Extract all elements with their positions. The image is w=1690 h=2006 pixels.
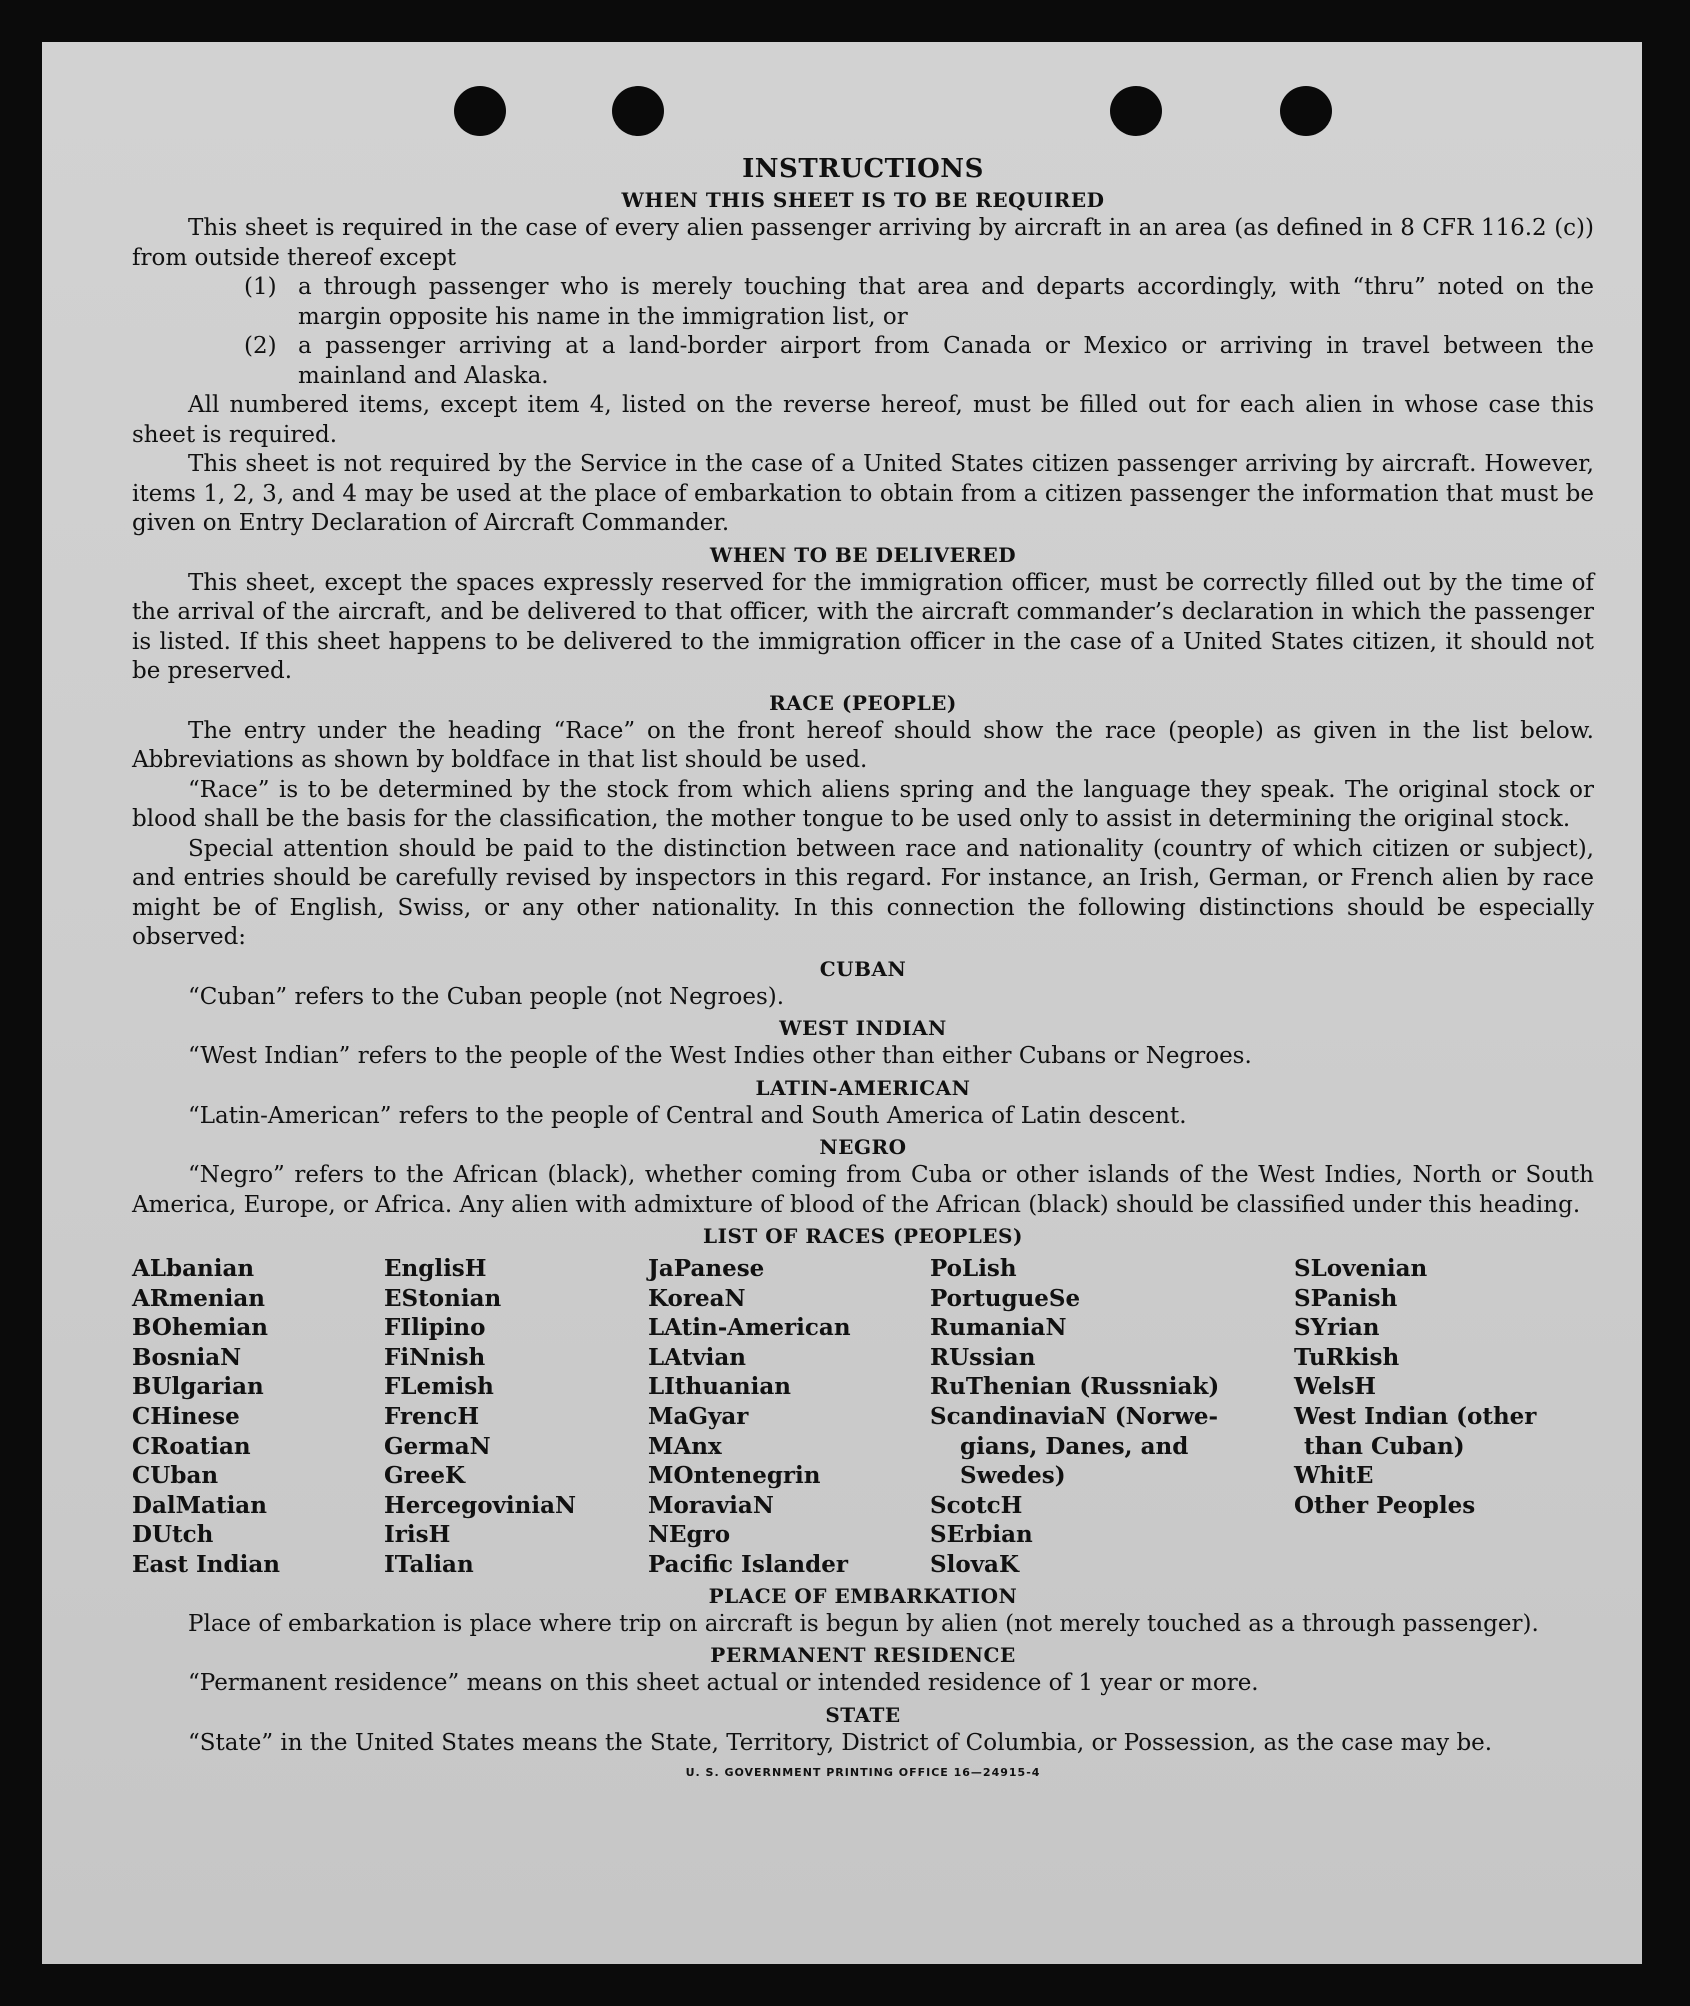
west-indian-text: “West Indian” refers to the people of the West Indies other than either Cubans or Negroes. bbox=[188, 1043, 1252, 1069]
races-column bbox=[930, 1254, 1294, 1580]
race-entry: MoraviaN bbox=[648, 1491, 774, 1519]
race-entry: SYrian bbox=[1294, 1314, 1380, 1342]
race-entry: West Indian (other bbox=[1294, 1402, 1537, 1430]
race-entry: ITalian bbox=[384, 1550, 474, 1578]
item-number: (2) bbox=[244, 333, 277, 359]
race-entry: DUtch bbox=[132, 1521, 214, 1549]
race-para-3: Special attention should be paid to the distinction between race and nationality (country of which citizen or subject), and entries should be carefully revised by inspectors in this regard. For instance, an Irish, German, or French alien by race might be of English, Swiss, or any other nationality. In this connection the following distinctions should be especially observed: bbox=[132, 835, 1594, 950]
required-intro: This sheet is required in the case of every alien passenger arriving by aircraft in an area (as defined in 8 CFR 116.2 (c)) from outside thereof except bbox=[132, 215, 1594, 271]
heading-required: WHEN THIS SHEET IS TO BE REQUIRED bbox=[621, 188, 1105, 212]
race-entry: RuThenian (Russniak) bbox=[930, 1373, 1220, 1401]
race-entry: Swedes) bbox=[960, 1462, 1066, 1490]
race-para-2: “Race” is to be determined by the stock from which aliens spring and the language they speak. The original stock or blood shall be the basis for the classification, the mother tongue to be used only to assist in determining the original stock. bbox=[132, 776, 1594, 832]
race-entry: LIthuanian bbox=[648, 1373, 791, 1401]
races-list bbox=[132, 1254, 1594, 1580]
heading-race: RACE (PEOPLE) bbox=[769, 690, 957, 715]
residence-text: “Permanent residence” means on this sheet actual or intended residence of 1 year or more. bbox=[188, 1670, 1259, 1697]
race-entry: RUssian bbox=[930, 1343, 1036, 1371]
cuban-text: “Cuban” refers to the Cuban people (not Negroes). bbox=[188, 983, 785, 1010]
race-entry: IrisH bbox=[384, 1521, 451, 1549]
race-entry: LAtvian bbox=[648, 1343, 746, 1371]
race-entry: TuRkish bbox=[1294, 1343, 1400, 1371]
race-entry: SLovenian bbox=[1294, 1255, 1428, 1282]
required-item-1 bbox=[244, 273, 1594, 332]
instructions-content bbox=[132, 112, 1594, 1779]
race-entry: JaPanese bbox=[648, 1255, 765, 1282]
race-entry: MaGyar bbox=[648, 1402, 749, 1430]
race-entry: GermaN bbox=[384, 1432, 491, 1460]
race-entry: SPanish bbox=[1294, 1284, 1398, 1312]
race-entry: MAnx bbox=[648, 1432, 722, 1460]
heading-list-of-races: LIST OF RACES (PEOPLES) bbox=[703, 1224, 1023, 1248]
race-entry: CHinese bbox=[132, 1402, 240, 1430]
race-entry: HercegoviniaN bbox=[384, 1491, 577, 1519]
heading-delivered: WHEN TO BE DELIVERED bbox=[709, 542, 1017, 567]
race-entry: FLemish bbox=[384, 1373, 494, 1401]
required-para-3: This sheet is not required by the Service in the case of a United States citizen passenger arriving by aircraft. However, items 1, 2, 3, and 4 may be used at the place of embarkation to obtain from a citizen passenger the information that must be given on Entry Declaration of Aircraft Commander. bbox=[132, 451, 1594, 536]
item-text: a passenger arriving at a land-border airport from Canada or Mexico or arriving in travel between the mainland and Alaska. bbox=[298, 333, 1594, 389]
races-column bbox=[132, 1254, 384, 1580]
races-column bbox=[1294, 1254, 1584, 1580]
embarkation-text: Place of embarkation is place where trip on aircraft is begun by alien (not merely touched as a through passenger). bbox=[188, 1610, 1539, 1637]
race-entry: SlovaK bbox=[930, 1550, 1019, 1578]
race-entry: RumaniaN bbox=[930, 1314, 1067, 1342]
state-text: “State” in the United States means the State, Territory, District of Columbia, or Possession, as the case may be. bbox=[188, 1729, 1493, 1756]
race-entry: BosniaN bbox=[132, 1343, 242, 1371]
race-entry: NEgro bbox=[648, 1521, 731, 1549]
race-entry: MOntenegrin bbox=[648, 1462, 821, 1490]
heading-cuban: CUBAN bbox=[819, 956, 907, 981]
race-entry: DalMatian bbox=[132, 1491, 267, 1519]
race-entry: FiNnish bbox=[384, 1343, 486, 1371]
race-entry: CUban bbox=[132, 1462, 219, 1490]
race-entry: EStonian bbox=[384, 1284, 502, 1312]
race-entry: CRoatian bbox=[132, 1432, 251, 1460]
race-entry: FrencH bbox=[384, 1402, 480, 1430]
race-entry: East Indian bbox=[132, 1550, 280, 1578]
printing-office-footer: U. S. GOVERNMENT PRINTING OFFICE 16—24915-4 bbox=[685, 1766, 1041, 1780]
race-entry: KoreaN bbox=[648, 1284, 746, 1312]
negro-text: “Negro” refers to the African (black), whether coming from Cuba or other islands of the West Indies, North or South America, Europe, or Africa. Any alien with admixture of blood of the African (black) should be classified under this heading. bbox=[132, 1162, 1594, 1218]
race-entry: GreeK bbox=[384, 1462, 466, 1490]
race-entry: ARmenian bbox=[132, 1284, 266, 1312]
races-column bbox=[384, 1254, 648, 1580]
item-text: a through passenger who is merely touching that area and departs accordingly, with “thru” noted on the margin opposite his name in the immigration list, or bbox=[298, 274, 1594, 330]
race-entry: EnglisH bbox=[384, 1255, 487, 1282]
page-title: INSTRUCTIONS bbox=[742, 154, 984, 184]
race-entry: WhitE bbox=[1294, 1462, 1374, 1490]
race-entry: BOhemian bbox=[132, 1314, 268, 1342]
race-para-1: The entry under the heading “Race” on the front hereof should show the race (people) as given in the list below. Abbreviations as shown by boldface in that list should be used. bbox=[132, 717, 1594, 773]
heading-state: STATE bbox=[825, 1702, 901, 1727]
race-entry: WelsH bbox=[1294, 1373, 1377, 1401]
delivered-text: This sheet, except the spaces expressly reserved for the immigration officer, must be correctly filled out by the time of the arrival of the aircraft, and be delivered to that officer, with the aircraft commander’s declaration in which the passenger is listed. If this sheet happens to be delivered to the immigration officer in the case of a United States citizen, it should not be preserved. bbox=[132, 569, 1594, 684]
latin-american-text: “Latin-American” refers to the people of Central and South America of Latin descent. bbox=[188, 1102, 1187, 1129]
race-entry: FIlipino bbox=[384, 1314, 486, 1342]
document-sheet bbox=[42, 42, 1642, 1964]
race-entry: ScotcH bbox=[930, 1491, 1023, 1519]
item-number: (1) bbox=[244, 274, 277, 300]
heading-latin-american: LATIN-AMERICAN bbox=[755, 1075, 971, 1100]
heading-west-indian: WEST INDIAN bbox=[779, 1016, 947, 1040]
heading-negro: NEGRO bbox=[819, 1135, 907, 1159]
race-entry: BUlgarian bbox=[132, 1373, 264, 1401]
heading-residence: PERMANENT RESIDENCE bbox=[710, 1643, 1016, 1668]
race-entry: LAtin-American bbox=[648, 1314, 851, 1342]
race-entry: gians, Danes, and bbox=[960, 1432, 1189, 1460]
race-entry: ALbanian bbox=[132, 1255, 255, 1282]
races-column bbox=[648, 1254, 930, 1580]
required-item-2 bbox=[244, 332, 1594, 391]
race-entry: than Cuban) bbox=[1304, 1432, 1465, 1460]
race-entry: PoLish bbox=[930, 1255, 1017, 1282]
race-entry: PortugueSe bbox=[930, 1284, 1081, 1312]
race-entry: Pacific Islander bbox=[648, 1550, 848, 1578]
race-entry: Other Peoples bbox=[1294, 1491, 1476, 1519]
race-entry: ScandinaviaN (Norwe- bbox=[930, 1402, 1219, 1430]
required-para-2: All numbered items, except item 4, listed on the reverse hereof, must be filled out for each alien in whose case this sheet is required. bbox=[132, 392, 1594, 448]
heading-embarkation: PLACE OF EMBARKATION bbox=[708, 1583, 1018, 1608]
race-entry: SErbian bbox=[930, 1521, 1033, 1549]
